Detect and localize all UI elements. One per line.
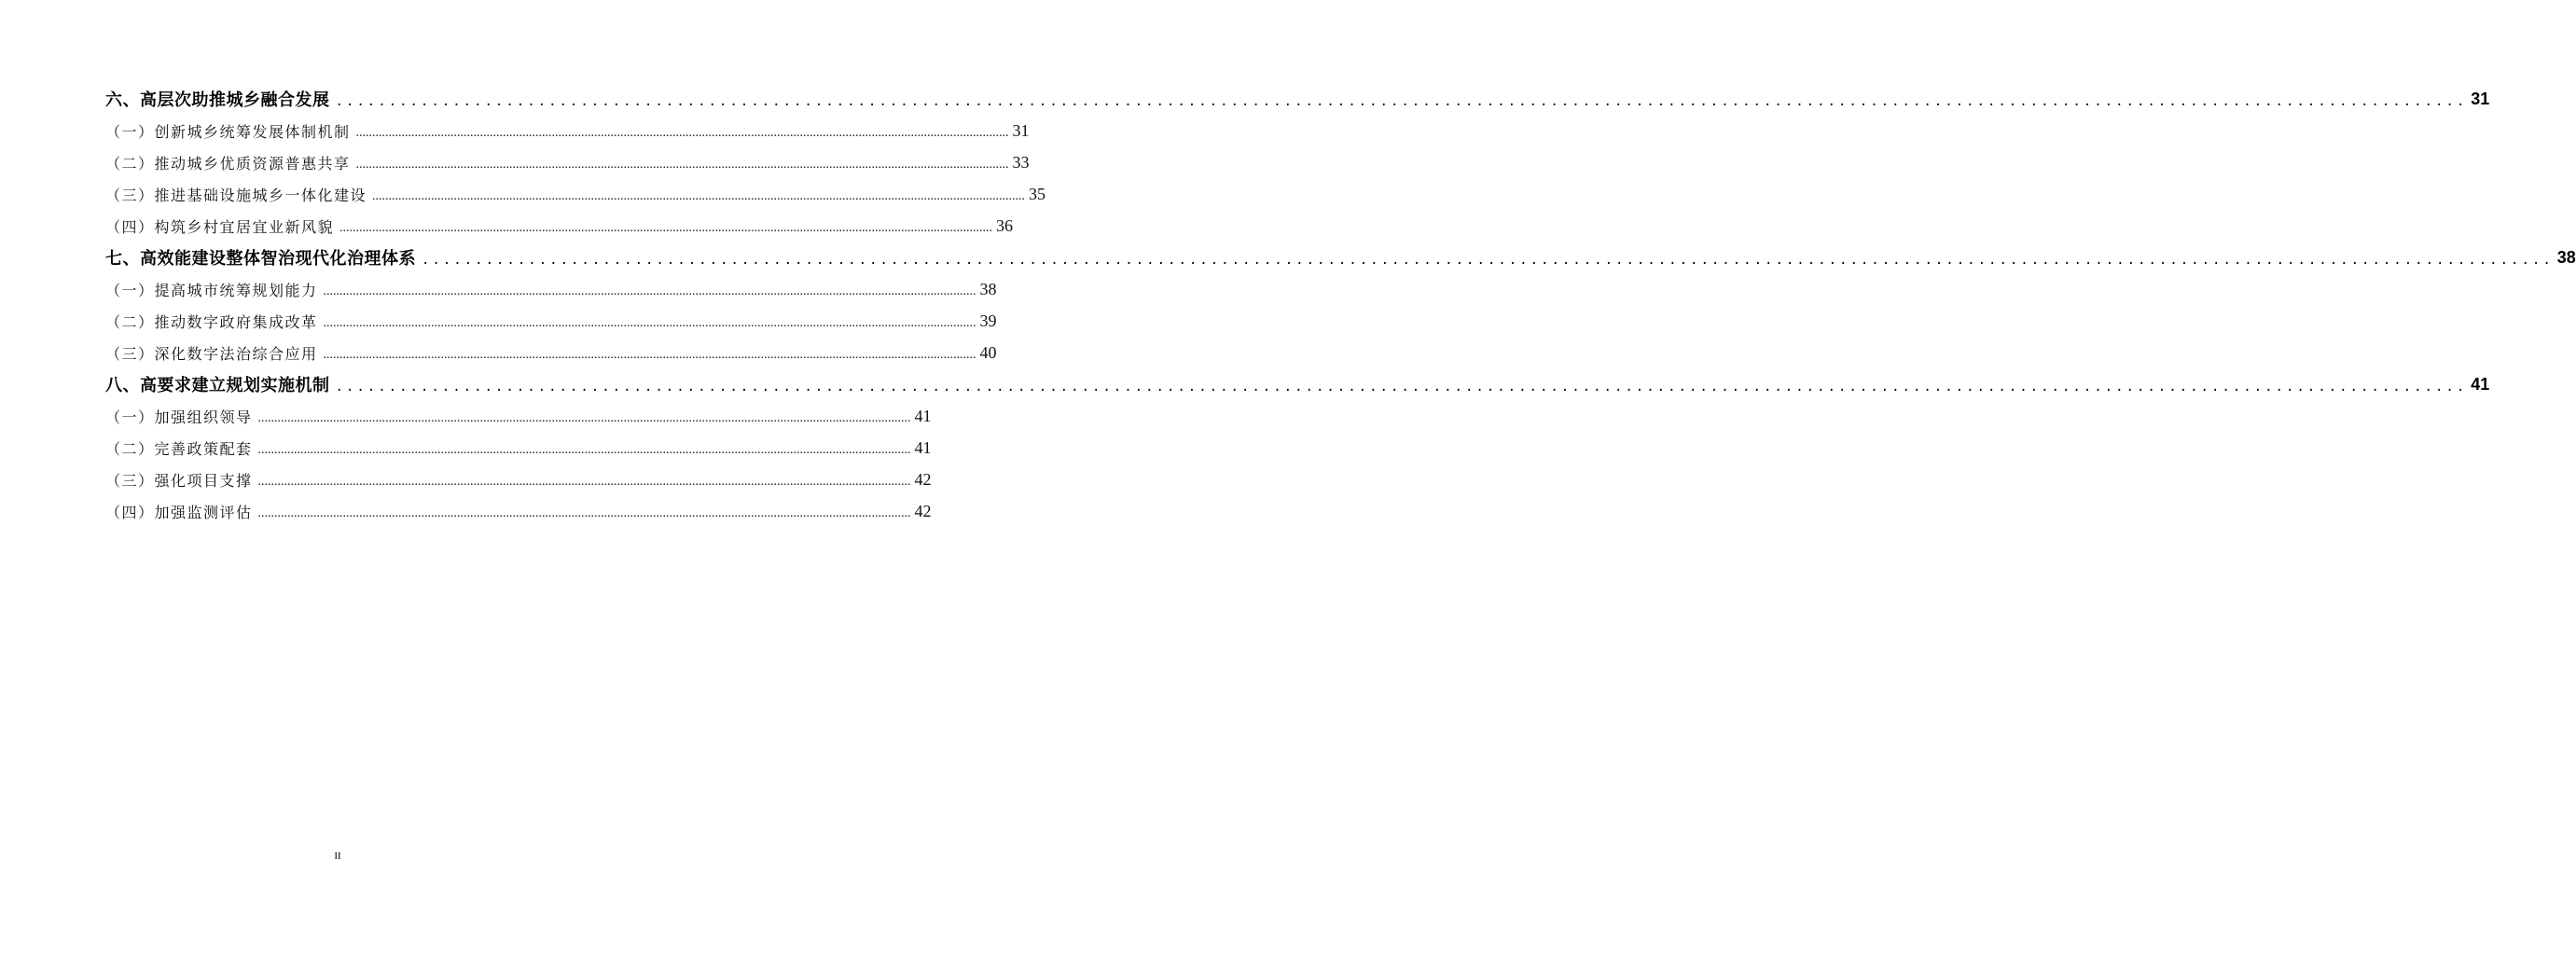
toc-entry-section-6-4[interactable] [105,210,1014,242]
toc-entry-page: 36 [996,215,1014,235]
dot-leader: ........................................................................................................................................................................................................ [355,126,1009,140]
dot-leader: ........................................................................................................................................................................................................ [323,316,976,330]
toc-entry-page: 41 [2471,374,2490,394]
toc-entry-page: 33 [1012,152,1030,172]
dot-leader: ........................................................................................................................................................................................................ [422,253,2554,268]
toc-entry-page: 39 [979,311,997,330]
toc-entry-title: （二）完善政策配套 [105,439,253,458]
toc-entry-title: （三）深化数字法治综合应用 [105,344,318,363]
dot-leader: ........................................................................................................................................................................................................ [257,443,911,457]
toc-entry-title: （一）提高城市统筹规划能力 [105,281,318,299]
toc-entry-page: 42 [914,469,932,489]
toc-entry-page: 42 [914,501,932,520]
toc-entry-title: （三）强化项目支撑 [105,471,253,490]
page-number: II [334,851,341,862]
dot-leader: ........................................................................................................................................................................................................ [257,411,911,425]
toc-entry-page: 38 [2556,247,2576,267]
toc-entry-title: （四）加强监测评估 [105,503,253,521]
toc-entry-title: （一）创新城乡统筹发展体制机制 [105,122,351,141]
toc-entry-section-6-1[interactable] [105,115,1030,146]
toc-entry-section-7-1[interactable] [105,273,997,305]
toc-entry-section-7-2[interactable] [105,305,997,337]
toc-entry-title: 八、高要求建立规划实施机制 [105,376,330,395]
table-of-contents [105,83,2576,527]
dot-leader: ........................................................................................................................................................................................................ [257,475,911,489]
dot-leader: ........................................................................................................................................................................................................ [339,221,993,235]
toc-entry-page: 38 [979,279,997,298]
dot-leader: ........................................................................................................................................................................................................ [335,380,2468,394]
toc-entry-section-8-3[interactable] [105,464,932,495]
toc-entry-title: （二）推动城乡优质资源普惠共享 [105,154,351,173]
toc-entry-title: （四）构筑乡村宜居宜业新风貌 [105,217,335,236]
toc-entry-page: 31 [1012,120,1030,140]
dot-leader: ........................................................................................................................................................................................................ [355,158,1009,172]
toc-entry-section-7-3[interactable] [105,337,997,368]
toc-entry-chapter-8[interactable] [105,368,2490,400]
toc-entry-page: 41 [914,437,932,457]
toc-entry-title: （二）推动数字政府集成改革 [105,312,318,331]
toc-entry-chapter-7[interactable] [105,242,2576,273]
toc-entry-chapter-6[interactable] [105,83,2490,115]
toc-entry-section-8-1[interactable] [105,400,932,432]
toc-entry-page: 40 [979,342,997,362]
toc-entry-page: 41 [914,406,932,425]
dot-leader: ........................................................................................................................................................................................................ [323,284,976,298]
toc-entry-section-6-2[interactable] [105,146,1030,178]
toc-entry-section-8-2[interactable] [105,432,932,464]
dot-leader: ........................................................................................................................................................................................................ [323,348,976,362]
dot-leader: ........................................................................................................................................................................................................ [257,506,911,520]
toc-entry-title: 七、高效能建设整体智治现代化治理体系 [105,249,416,269]
toc-entry-page: 35 [1029,184,1046,203]
dot-leader: ........................................................................................................................................................................................................ [335,94,2468,109]
toc-entry-title: （三）推进基础设施城乡一体化建设 [105,186,367,204]
toc-entry-page: 31 [2471,89,2490,108]
toc-entry-section-6-3[interactable] [105,178,1046,210]
dot-leader: ........................................................................................................................................................................................................ [372,189,1026,203]
toc-entry-section-8-4[interactable] [105,495,932,527]
toc-entry-title: （一）加强组织领导 [105,408,253,426]
toc-entry-title: 六、高层次助推城乡融合发展 [105,90,330,110]
